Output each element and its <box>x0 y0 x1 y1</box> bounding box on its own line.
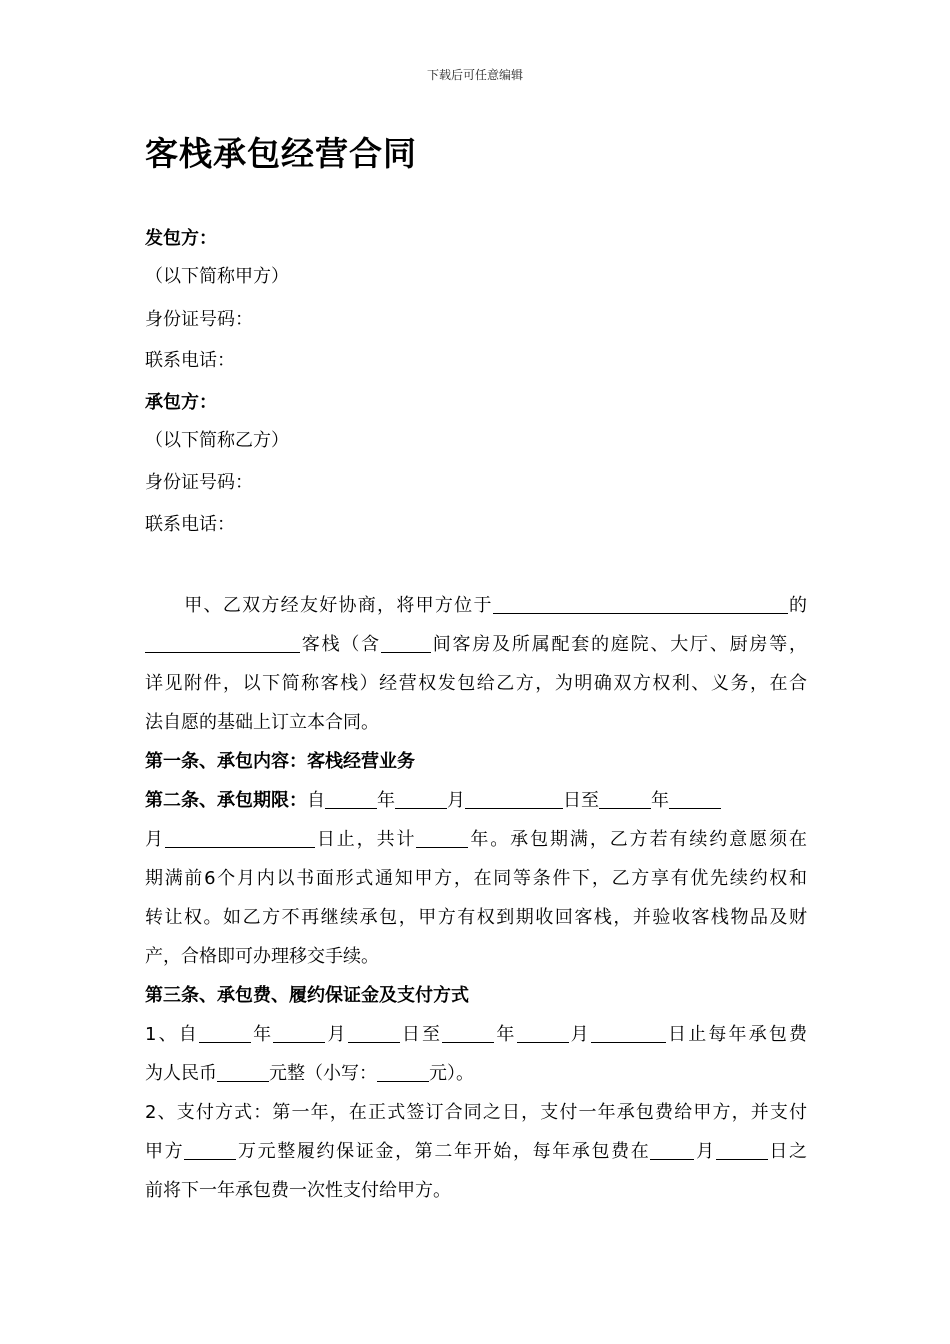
article-2-row-5: 产，合格即可办理移交手续。 <box>145 946 379 967</box>
intro-row-4: 法自愿的基础上订立本合同。 <box>145 712 379 733</box>
party-a-label: 发包方： <box>145 228 217 249</box>
contract-body <box>145 586 807 1210</box>
party-b-alias: （以下简称乙方） <box>145 430 289 451</box>
party-a-alias: （以下简称甲方） <box>145 266 289 287</box>
clause-2-row-2: 甲方 万元整履约保证金，第二年开始，每年承包费在 月 日之 <box>145 1132 807 1171</box>
clause-2-row-3: 前将下一年承包费一次性支付给甲方。 <box>145 1180 451 1201</box>
party-a-phone-label: 联系电话： <box>145 350 235 371</box>
party-b-id-label: 身份证号码： <box>145 472 253 493</box>
clause-2-row-1: 2、支付方式：第一年，在正式签订合同之日，支付一年承包费给甲方，并支付 <box>145 1102 807 1123</box>
intro-row-2: 客栈（含 间客房及所属配套的庭院、大厅、厨房等， <box>145 625 807 664</box>
article-1: 第一条、承包内容：客栈经营业务 <box>145 751 415 772</box>
intro-row-3: 详见附件，以下简称客栈）经营权发包给乙方，为明确双方权利、义务，在合 <box>145 673 807 694</box>
party-a-id-label: 身份证号码： <box>145 309 253 330</box>
article-3-title: 第三条、承包费、履约保证金及支付方式 <box>145 985 469 1006</box>
intro-row-1: 甲、乙双方经友好协商，将甲方位于 的 <box>145 586 807 625</box>
location-blank <box>493 591 788 614</box>
party-b-phone-label: 联系电话： <box>145 514 235 535</box>
document-title: 客栈承包经营合同 <box>145 134 417 173</box>
article-2-row-1: 第二条、承包期限：自 年 月 日至 年 <box>145 781 807 820</box>
article-2-row-2: 月 日止，共计 年。承包期满，乙方若有续约意愿须在 <box>145 820 807 859</box>
header-note: 下载后可任意编辑 <box>426 68 523 82</box>
inn-name-blank <box>145 630 300 653</box>
article-2-row-4: 转让权。如乙方不再继续承包，甲方有权到期收回客栈，并验收客栈物品及财 <box>145 907 807 928</box>
room-count-blank <box>381 630 431 653</box>
article-2-row-3: 期满前6个月内以书面形式通知甲方，在同等条件下，乙方享有优先续约权和 <box>145 868 807 889</box>
clause-1-row-1: 1、自 年 月 日至 年 月 日止每年承包费 <box>145 1015 807 1054</box>
clause-1-row-2: 为人民币 元整（小写： 元）。 <box>145 1054 807 1093</box>
party-b-label: 承包方： <box>145 392 217 413</box>
